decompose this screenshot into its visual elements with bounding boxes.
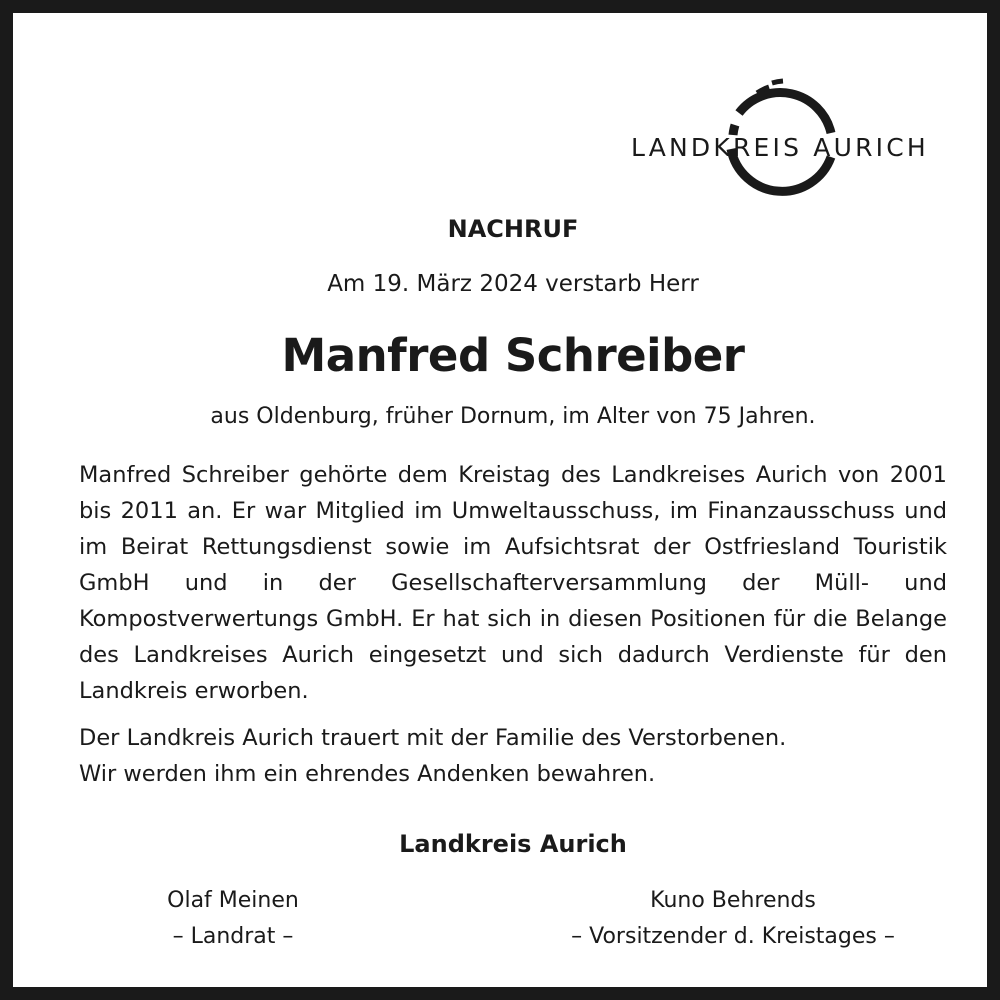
closing-statement — [79, 720, 947, 792]
closing-line-1: Der Landkreis Aurich trauert mit der Familie des Verstorbenen. — [79, 725, 787, 751]
obituary-body: Manfred Schreiber gehörte dem Kreistag des Landkreises Aurich von 2001 bis 2011 an. Er war Mitglied im Umweltausschuss, im Finanzausschuss und im Beirat Rettungsdienst sowie im Aufsichtsrat der Ostfriesland Touristik GmbH und in der Gesellschafterversammlung der Müll- und Kompostverwertungs GmbH. Er hat sich in diesen Positionen für die Belange des Landkreises Aurich eingesetzt und sich dadurch Verdienste für den Landkreis erworben. — [79, 462, 947, 704]
signer-title: – Landrat – — [172, 924, 294, 949]
signer-name: Kuno Behrends — [650, 888, 816, 913]
landkreis-aurich-logo — [631, 75, 951, 205]
signer-name: Olaf Meinen — [167, 888, 299, 913]
signature-organization: Landkreis Aurich — [399, 830, 627, 858]
signature-chairman — [513, 883, 953, 955]
deceased-name: Manfred Schreiber — [281, 329, 745, 382]
signature-landrat — [113, 883, 353, 955]
obituary-heading: NACHRUF — [447, 215, 579, 243]
logo-text: LANDKREIS AURICH — [631, 133, 929, 162]
origin-age-line: aus Oldenburg, früher Dornum, im Alter von 75 Jahren. — [210, 404, 816, 429]
closing-line-2: Wir werden ihm ein ehrendes Andenken bewahren. — [79, 761, 656, 787]
signer-title: – Vorsitzender d. Kreistages – — [571, 924, 895, 949]
death-announcement: Am 19. März 2024 verstarb Herr — [327, 271, 699, 297]
